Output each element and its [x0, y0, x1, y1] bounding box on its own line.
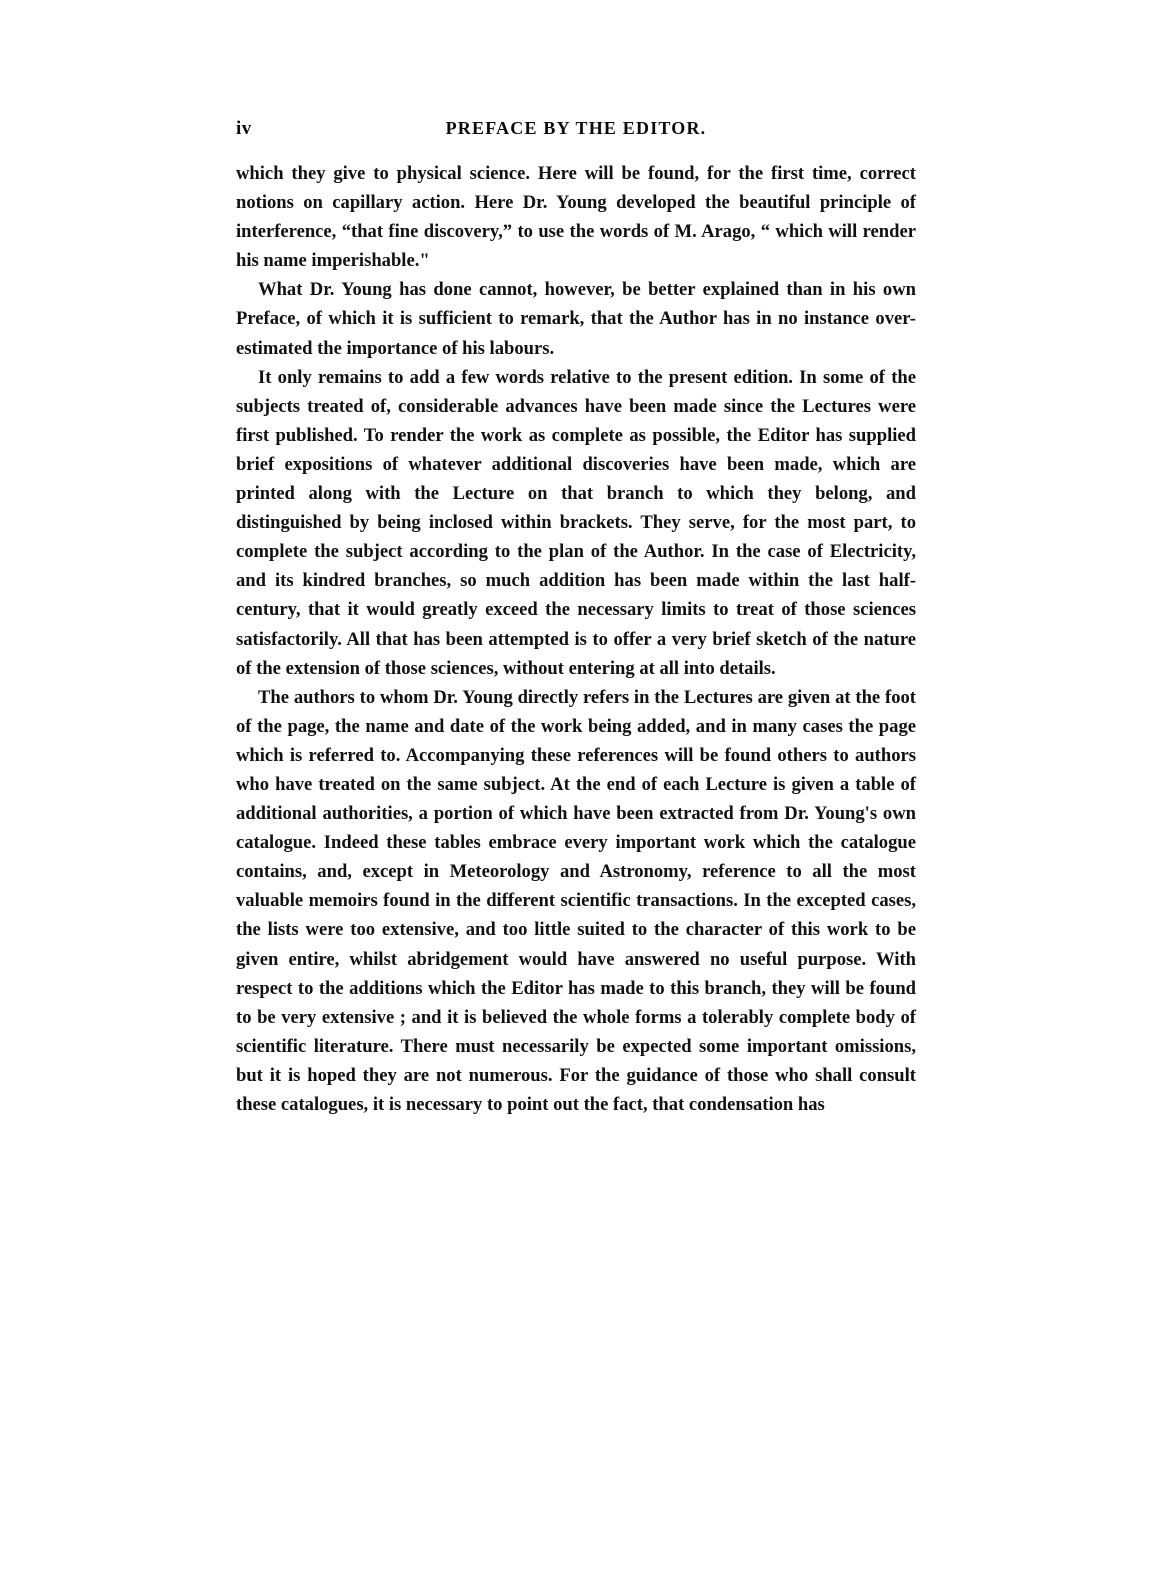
paragraph: The authors to whom Dr. Young directly refers in the Lectures are given at the foot of the page, the name and date of the work being added, and in many cases the page which is referred to. Accompanying these references will be found others to authors who have treated on the same subject. At the end of each Lecture is given a table of additional authorities, a portion of which have been extracted from Dr. Young's own catalogue. Indeed these tables embrace every important work which the catalogue contains, and, except in Meteorology and Astronomy, reference to all the most valuable memoirs found in the different scientific transactions. In the excepted cases, the lists were too extensive, and too little suited to the character of this work to be given entire, whilst abridgement would have answered no useful purpose. With respect to the additions which the Editor has made to this branch, they will be found to be very extensive ; and it is believed the whole forms a tolerably complete body of scientific literature. There must necessarily be expected some important omissions, but it is hoped they are not numerous. For the guidance of those who shall consult these catalogues, it is necessary to point out the fact, that condensation has	[236, 686, 916, 1115]
running-head	[236, 118, 916, 148]
paragraph-continued: which they give to physical science. Here will be found, for the first time, correct notions on capillary action. Here Dr. Young developed the beautiful principle of interference, “that fine discovery,” to use the words of M. Arago, “ which will render his name imperishable."	[236, 163, 916, 272]
page-number: iv	[236, 118, 252, 139]
paragraph: What Dr. Young has done cannot, however, be better explained than in his own Preface, of which it is sufficient to remark, that the Author has in no instance over-estimated the importance of his labours.	[236, 279, 916, 359]
header-title: PREFACE BY THE EDITOR.	[445, 118, 707, 138]
paragraph: It only remains to add a few words relative to the present edition. In some of the subjects treated of, considerable advances have been made since the Lectures were first published. To render the work as complete as possible, the Editor has supplied brief expositions of whatever additional discoveries have been made, which are printed along with the Lecture on that branch to which they belong, and distinguished by being inclosed within brackets. They serve, for the most part, to complete the subject according to the plan of the Author. In the case of Electricity, and its kindred branches, so much addition has been made within the last half-century, that it would greatly exceed the necessary limits to treat of those sciences satisfactorily. All that has been attempted is to offer a very brief sketch of the nature of the extension of those sciences, without entering at all into details.	[236, 366, 916, 679]
body-text	[236, 159, 916, 1119]
